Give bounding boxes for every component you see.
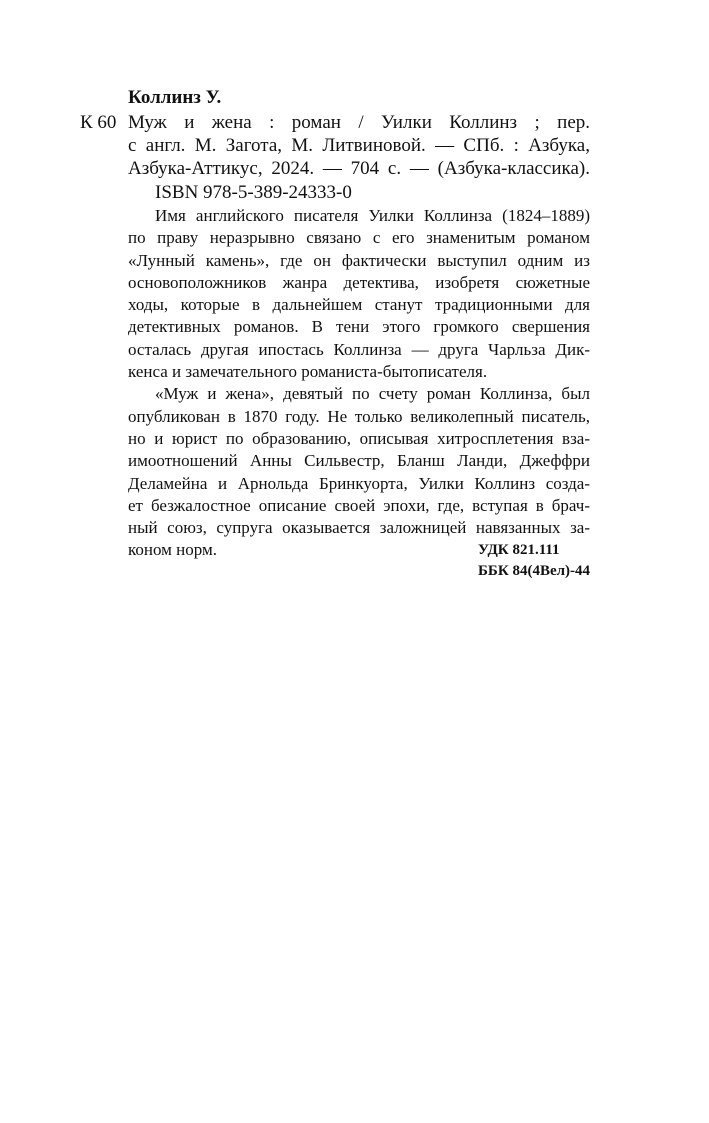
udk-index: УДК 821.111 (478, 542, 560, 558)
annotation-line: имоотношений Анны Сильвестр, Бланш Ланди, Джеффри (128, 451, 590, 471)
bib-line: Муж и жена : роман / Уилки Коллинз ; пер. (128, 112, 590, 133)
bib-line: с англ. М. Загота, М. Литвиновой. — СПб. : Азбука, (128, 135, 590, 156)
annotation-line: Деламейна и Арнольда Бринкуорта, Уилки Коллинз созда- (128, 473, 590, 493)
classification-indexes (390, 540, 590, 582)
annotation-line: ный союз, супруга оказывается заложницей навязанных за- (128, 518, 590, 538)
annotation-line: детективных романов. В тени этого громкого свершения (128, 317, 590, 337)
bibliographic-description (128, 111, 590, 180)
annotation-line: «Лунный камень», где он фактически выступил одним из (128, 250, 590, 270)
annotation-line: Имя английского писателя Уилки Коллинза (1824–1889) (155, 206, 590, 225)
bib-line: Азбука-Аттикус, 2024. — 704 с. — (Азбука-классика). (128, 158, 590, 179)
author-sign-code: К 60 (80, 112, 117, 133)
annotation-line: кенса и замечательного романиста-бытописателя. (128, 362, 488, 382)
annotation-line: опубликован в 1870 году. Не только великолепный писатель, (128, 406, 590, 426)
author-heading: Коллинз У. (128, 87, 222, 108)
annotation-line: по праву неразрывно связано с его знаменитым романом (128, 228, 590, 248)
annotation-line: осталась другая ипостась Коллинза — друга Чарльза Дик- (128, 339, 590, 359)
annotation-line: «Муж и жена», девятый по счету роман Коллинза, был (155, 384, 590, 404)
isbn: ISBN 978-5-389-24333-0 (155, 182, 352, 203)
annotation-line: ходы, которые в дальнейшем станут традиционными для (128, 295, 590, 315)
annotation-line: ет безжалостное описание своей эпохи, где, вступая в брач- (128, 495, 590, 515)
annotation-line: основоположников жанра детектива, изобретя сюжетные (128, 272, 590, 292)
annotation-line: но и юрист по образованию, описывая хитросплетения вза- (128, 428, 590, 448)
bbk-index: ББК 84(4Вел)-44 (478, 563, 591, 579)
annotation-line: коном норм. (128, 540, 218, 560)
annotation (128, 205, 590, 562)
